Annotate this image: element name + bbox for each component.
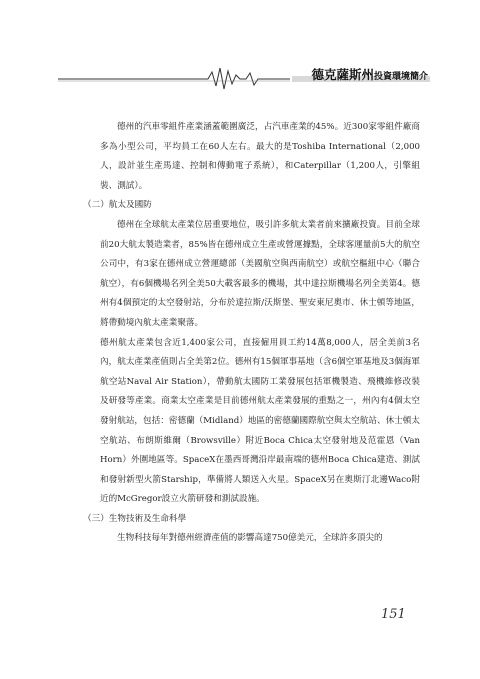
page-header <box>58 62 430 92</box>
paragraph-biotech: 生物科技每年對德州經濟產值的影響高達750億美元，全球許多頂尖的 <box>117 533 383 544</box>
section-heading-aerospace: （二）航太及國防 <box>83 200 152 211</box>
page-number: 151 <box>381 607 406 622</box>
header-title-sub: 投資環境簡介 <box>373 72 428 82</box>
header-title-main: 德克薩斯州 <box>311 67 374 82</box>
paragraph-aerospace-industry: 德州航太產業包含近1,400家公司，直接僱用員工約14萬8,000人，居全美前3名內，航太產業產值則占全美第2位。德州有15個軍事基地（含6個空軍基地及3個海軍航空站Naval Air Station），帶動航太國防工業發展包括軍機製造、飛機維修改裝及研發等產業。商業太空產業是目前德州航太產業發展的重點之一，州內有4個太空發射航站，包括：密德蘭（Midland）地區的密德蘭國際航空與太空航站、休士頓太空航站、布朗斯維爾（Browsville）附近Boca Chica太空發射地及范霍恩（Van Horn）外圍地區等。SpaceX在墨西哥灣沿岸最南端的德州Boca Chica建造、測試和發射新型火箭Starship，準備將人類送入火星。SpaceX另在奧斯汀北邊Waco附近的McGregor設立火箭研發和測試設施。 <box>100 337 420 505</box>
paragraph-aerospace-overview: 德州在全球航太產業位居重要地位，吸引許多航太業者前來擴廠投資。目前全球前20大航太製造業者，85%皆在德州成立生產或營運據點，全球客運量前5大的航空公司中，有3家在德州成立營運總部（美國航空與西南航空）或航空樞紐中心（聯合航空），有6個機場名列全美50大載客最多的機場，其中達拉斯機場名列全美第4。德州有4個預定的太空發射站，分布於達拉斯/沃斯堡、聖安東尼奧市、休士頓等地區，將帶動境內航太產業聚落。 <box>100 219 420 328</box>
header-title <box>311 65 428 83</box>
section-heading-biotech: （三）生物技術及生命科學 <box>83 513 187 524</box>
paragraph-auto-parts: 德州的汽車零組件產業涵蓋範圍廣泛，占汽車產業的45%。近300家零組件廠商多為小型公司，平均員工在60人左右。最大的是Toshiba International（2,000人，設計並生產馬達、控制和傳動電子系統），和Caterpillar（1,200人，引擎組裝、測試）。 <box>100 122 420 191</box>
page-body <box>83 118 420 549</box>
